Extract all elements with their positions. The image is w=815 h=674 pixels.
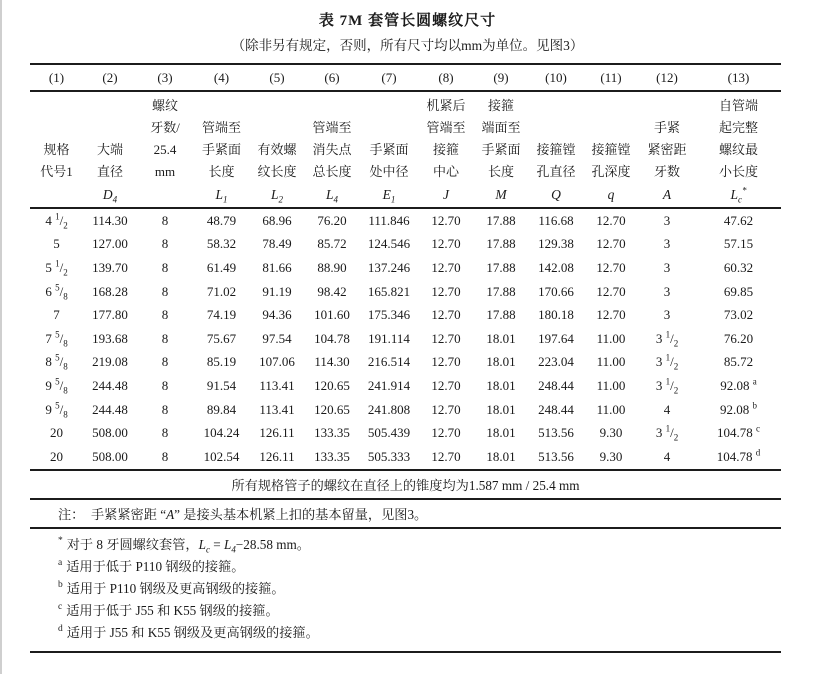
header-line: 机紧后 (426, 98, 466, 113)
table-cell: 126.11 (259, 425, 295, 441)
header-symbol: $L_c^*$ (730, 185, 747, 205)
table-cell: 69.85 (723, 283, 754, 299)
table-cell: 113.41 (259, 401, 295, 417)
header-line: 端面至 (481, 120, 521, 135)
column-number-11: (11) (584, 64, 638, 91)
table-cell: 114.30 (92, 212, 128, 228)
table-row (30, 208, 781, 233)
footnote-marker: a (58, 558, 63, 569)
header-col-9 (474, 91, 528, 208)
table-cell: 12.70 (596, 283, 626, 299)
footnote-marker: d (58, 624, 63, 635)
table-cell: 175.346 (367, 307, 411, 323)
table-cell: 97.54 (262, 330, 292, 346)
table-cell: 60.32 (723, 259, 754, 275)
table-cell: 12.70 (431, 330, 461, 346)
table-cell: 6 $^5/_8$ (45, 282, 68, 302)
header-line: 有效螺 (257, 142, 297, 157)
header-col-5 (250, 91, 304, 208)
header-line: 接箍 (432, 142, 459, 157)
table-cell: 126.11 (259, 448, 295, 464)
column-header-row (30, 91, 781, 208)
column-number-12: (12) (638, 64, 696, 91)
table-cell: 139.70 (92, 259, 128, 275)
table-cell: 85.72 (317, 236, 347, 252)
column-number-3: (3) (137, 64, 193, 91)
column-number-2: (2) (83, 64, 137, 91)
header-line: 接箍镗 (591, 142, 631, 157)
header-line: 手紧面 (369, 142, 409, 157)
table-cell: 191.114 (368, 330, 410, 346)
table-cell: 3 $^1/_2$ (655, 353, 679, 372)
table-cell: 7 (53, 307, 60, 323)
scan-edge-artifact (0, 0, 2, 674)
table-cell: 8 $^5/_8$ (45, 353, 68, 372)
table-cell: 47.62 (723, 212, 754, 228)
table-cell: 48.79 (206, 212, 237, 228)
table-cell: 8 (161, 307, 169, 323)
table-cell: 127.00 (92, 236, 128, 252)
table-cell: 85.72 (723, 354, 754, 370)
header-line: 接箍镗 (536, 142, 576, 157)
table-cell: 129.38 (538, 236, 574, 252)
table-row (30, 351, 781, 375)
table-cell: 3 (663, 307, 671, 323)
header-line: 长度 (208, 164, 235, 179)
table-cell: 177.80 (92, 307, 128, 323)
table-cell: 8 (161, 330, 169, 346)
table-cell: 12.70 (431, 401, 461, 417)
table-row (30, 256, 781, 280)
table-cell: 193.68 (92, 330, 128, 346)
table-cell: 12.70 (596, 212, 626, 228)
footnote-marker: * (58, 536, 63, 547)
footnote (30, 556, 781, 578)
footnote (30, 600, 781, 622)
table-cell: 101.60 (314, 307, 350, 323)
table-cell: 76.20 (317, 212, 347, 228)
table-cell: 8 (161, 401, 169, 417)
table-cell: 241.914 (367, 377, 411, 393)
column-number-7: (7) (360, 64, 418, 91)
header-col-10 (528, 91, 584, 208)
table-cell: 3 (663, 212, 671, 228)
header-line: 螺纹最 (718, 142, 758, 157)
header-line: 大端 (96, 142, 123, 157)
table-cell: 142.08 (538, 259, 574, 275)
footnote-text: 对于 8 牙圆螺纹套管，$L_c = L_4-28.58$ mm。 (66, 536, 310, 555)
table-cell: 12.70 (431, 283, 461, 299)
table-cell: 17.88 (486, 236, 516, 252)
table-row (30, 421, 781, 445)
table-cell: 17.88 (486, 307, 516, 323)
header-col-3 (137, 91, 193, 208)
footnote-text: 适用于 J55 和 K55 钢级及更高钢级的接箍。 (66, 624, 319, 640)
thread-dimensions-table (30, 63, 781, 529)
header-line: 孔深度 (591, 164, 631, 179)
header-line: 小长度 (718, 164, 758, 179)
header-symbol: q (607, 187, 615, 202)
table-cell: 12.70 (431, 307, 461, 323)
table-cell: 165.821 (367, 283, 411, 299)
table-cell: 9.30 (599, 425, 623, 441)
header-line: mm (154, 164, 176, 179)
column-number-6: (6) (304, 64, 360, 91)
header-line: 中心 (432, 164, 459, 179)
header-symbol: M (495, 187, 507, 202)
header-symbol: $L_2$ (270, 187, 283, 205)
table-cell: 11.00 (596, 354, 626, 370)
table-cell: 104.24 (203, 425, 240, 441)
header-symbol: $L_1$ (215, 187, 228, 205)
header-col-12 (638, 91, 696, 208)
table-cell: 137.246 (367, 259, 411, 275)
table-row (30, 327, 781, 351)
table-cell: 244.48 (92, 401, 128, 417)
table-cell: 12.70 (431, 377, 461, 393)
header-line: 管端至 (312, 120, 352, 135)
header-col-7 (360, 91, 418, 208)
table-row (30, 374, 781, 398)
table-cell: 170.66 (538, 283, 574, 299)
column-number-1: (1) (30, 64, 83, 91)
table-cell: 12.70 (431, 259, 461, 275)
table-cell: 120.65 (314, 401, 350, 417)
column-number-4: (4) (193, 64, 250, 91)
taper-note-row (30, 470, 781, 499)
header-symbol (30, 183, 83, 206)
column-number-5: (5) (250, 64, 304, 91)
header-line: 管端至 (426, 120, 466, 135)
table-cell: 513.56 (538, 448, 574, 464)
header-symbol: $D_4$ (102, 187, 118, 205)
column-number-8: (8) (418, 64, 474, 91)
table-cell: 120.65 (314, 377, 350, 393)
table-cell: 3 (663, 236, 671, 252)
header-line: 总长度 (312, 164, 352, 179)
table-cell: 8 (161, 259, 169, 275)
footnote-text: 适用于 P110 钢级及更高钢级的接箍。 (66, 580, 285, 596)
header-line: 长度 (487, 164, 514, 179)
table-cell: 9 $^5/_8$ (45, 400, 68, 420)
table-cell: 3 (663, 283, 671, 299)
table-cell: 9.30 (599, 448, 623, 464)
table-cell: 505.333 (367, 448, 411, 464)
table-cell: 223.04 (538, 354, 574, 370)
table-cell: 8 (161, 283, 169, 299)
header-col-4 (193, 91, 250, 208)
table-cell: 5 $^1/_2$ (45, 258, 68, 278)
table-cell: 8 (161, 448, 169, 464)
header-col-11 (584, 91, 638, 208)
table-cell: 7 $^5/_8$ (45, 329, 68, 349)
table-cell: 3 (663, 259, 671, 275)
table-cell: 20 (50, 425, 63, 441)
header-line: 消失点 (312, 142, 352, 157)
table-cell: 180.18 (538, 307, 574, 323)
table-cell: 8 (161, 354, 169, 370)
header-line: 手紧面 (201, 142, 241, 157)
table-cell: 20 (50, 448, 63, 464)
footnotes-block (30, 529, 781, 653)
table-cell: 18.01 (486, 354, 516, 370)
table-cell: 133.35 (314, 425, 350, 441)
table-row (30, 280, 781, 304)
header-line: 自管端 (718, 98, 758, 113)
table-cell: 68.96 (262, 212, 292, 228)
table-cell: 11.00 (596, 377, 626, 393)
header-line: 直径 (96, 164, 123, 179)
table-cell: 92.08 $^a$ (720, 376, 757, 393)
table-cell: 219.08 (92, 354, 128, 370)
header-line: 起完整 (718, 120, 758, 135)
table-cell: 111.846 (368, 212, 410, 228)
table-cell: 8 (161, 377, 169, 393)
table-cell: 89.84 (206, 401, 237, 417)
footnote-marker: c (58, 602, 63, 613)
table-cell: 3 $^1/_2$ (655, 376, 679, 396)
footnote (30, 578, 781, 600)
table-cell: 505.439 (367, 425, 411, 441)
table-cell: 113.41 (259, 377, 295, 393)
table-cell: 71.02 (206, 283, 237, 299)
table-cell: 98.42 (317, 283, 347, 299)
table-cell: 102.54 (203, 448, 240, 464)
table-cell: 8 (161, 212, 169, 228)
header-line: 手紧面 (481, 142, 521, 157)
table-cell: 74.19 (206, 307, 237, 323)
table-cell: 61.49 (206, 259, 237, 275)
header-line: 接箍 (487, 98, 514, 113)
header-line: 牙数 (653, 164, 680, 179)
table-cell: 248.44 (538, 401, 574, 417)
column-number-row (30, 64, 781, 91)
table-cell: 18.01 (486, 401, 516, 417)
column-number-10: (10) (528, 64, 584, 91)
header-line: 处中径 (369, 164, 409, 179)
column-number-13: (13) (696, 64, 781, 91)
table-cell: 168.28 (92, 283, 128, 299)
table-cell: 91.54 (206, 377, 237, 393)
table-cell: 17.88 (486, 212, 516, 228)
table-cell: 4 $^1/_2$ (45, 211, 68, 231)
table-cell: 3 $^1/_2$ (655, 423, 679, 443)
table-cell: 57.15 (723, 236, 754, 252)
table-cell: 12.70 (596, 307, 626, 323)
table-cell: 91.19 (262, 283, 292, 299)
table-row (30, 303, 781, 327)
table-cell: 11.00 (596, 401, 626, 417)
table-row (30, 233, 781, 257)
table-cell: 18.01 (486, 330, 516, 346)
table-title: 表 7M 套管长圆螺纹尺寸 (318, 13, 497, 29)
table-cell: 85.19 (206, 354, 237, 370)
header-line: 管端至 (201, 120, 241, 135)
header-col-6 (304, 91, 360, 208)
footnote-marker: b (58, 580, 63, 591)
table-cell: 104.78 $^c$ (717, 423, 760, 441)
header-line: 规格 (43, 142, 70, 157)
taper-note: 所有规格管子的螺纹在直径上的锥度均为1.587 mm / 25.4 mm (30, 470, 781, 499)
table-cell: 124.546 (367, 236, 411, 252)
table-cell: 248.44 (538, 377, 574, 393)
header-col-8 (418, 91, 474, 208)
table-cell: 508.00 (92, 425, 128, 441)
table-cell: 17.88 (486, 259, 516, 275)
note-row (30, 499, 781, 528)
table-cell: 81.66 (262, 259, 292, 275)
header-symbol: A (662, 187, 672, 202)
header-line: 25.4 (153, 142, 177, 157)
header-symbol: J (443, 187, 449, 202)
table-row (30, 398, 781, 422)
footnote-text: 适用于低于 P110 钢级的接箍。 (66, 558, 245, 574)
table-cell: 8 (161, 236, 169, 252)
header-line: 代号1 (40, 164, 73, 179)
footnote (30, 622, 781, 644)
table-cell: 78.49 (262, 236, 292, 252)
table-cell: 104.78 (314, 330, 350, 346)
footnote-text: 适用于低于 J55 和 K55 钢级的接箍。 (66, 602, 279, 618)
table-cell: 3 $^1/_2$ (655, 329, 679, 349)
header-line: 孔直径 (536, 164, 576, 179)
header-line: 螺纹 (151, 98, 178, 113)
table-cell: 133.35 (314, 448, 350, 464)
table-cell: 76.20 (723, 330, 754, 346)
header-col-1 (30, 91, 83, 208)
footnote (30, 534, 781, 556)
header-symbol: $E_1$ (382, 187, 396, 205)
header-line: 紧密距 (647, 142, 687, 157)
table-cell: 12.70 (431, 212, 461, 228)
table-cell: 92.08 $^b$ (720, 400, 757, 417)
table-cell: 4 (663, 448, 671, 464)
table-cell: 75.67 (206, 330, 237, 346)
table-cell: 513.56 (538, 425, 574, 441)
table-row (30, 445, 781, 470)
table-cell: 17.88 (486, 283, 516, 299)
table-cell: 11.00 (596, 330, 626, 346)
table-cell: 104.78 $^d$ (716, 447, 761, 464)
table-cell: 508.00 (92, 448, 128, 464)
table-cell: 12.70 (596, 236, 626, 252)
table-cell: 12.70 (431, 448, 461, 464)
table-cell: 58.32 (206, 236, 237, 252)
table-cell: 241.808 (367, 401, 411, 417)
table-cell: 216.514 (367, 354, 411, 370)
table-cell: 197.64 (538, 330, 574, 346)
table-cell: 12.70 (431, 354, 461, 370)
header-line: 纹长度 (257, 164, 297, 179)
header-symbol: Q (551, 187, 561, 202)
table-cell: 12.70 (596, 259, 626, 275)
table-cell: 244.48 (92, 377, 128, 393)
table-body (30, 208, 781, 470)
table-cell: 12.70 (431, 425, 461, 441)
table-cell: 94.36 (262, 307, 292, 323)
table-cell: 9 $^5/_8$ (45, 376, 68, 396)
table-cell: 12.70 (431, 236, 461, 252)
table-cell: 8 (161, 425, 169, 441)
table-cell: 4 (663, 401, 671, 417)
table-subtitle: （除非另有规定，否则，所有尺寸均以mm为单位。见图3） (231, 38, 584, 53)
header-line: 手紧 (653, 120, 680, 135)
header-symbol: $L_4$ (325, 187, 338, 205)
table-cell: 116.68 (538, 212, 574, 228)
table-cell: 73.02 (723, 307, 754, 323)
table-cell: 88.90 (317, 259, 347, 275)
table-cell: 5 (53, 236, 60, 252)
header-col-2 (83, 91, 137, 208)
header-line: 牙数/ (150, 120, 180, 135)
table-cell: 18.01 (486, 425, 516, 441)
column-number-9: (9) (474, 64, 528, 91)
header-symbol (137, 183, 193, 206)
header-col-13 (696, 91, 781, 208)
note-text: 注： 手紧紧密距 “A” 是接头基本机紧上扣的基本留量，见图3。 (30, 499, 781, 528)
table-cell: 18.01 (486, 448, 516, 464)
table-cell: 18.01 (486, 377, 516, 393)
table-cell: 107.06 (259, 354, 295, 370)
table-cell: 114.30 (314, 354, 350, 370)
